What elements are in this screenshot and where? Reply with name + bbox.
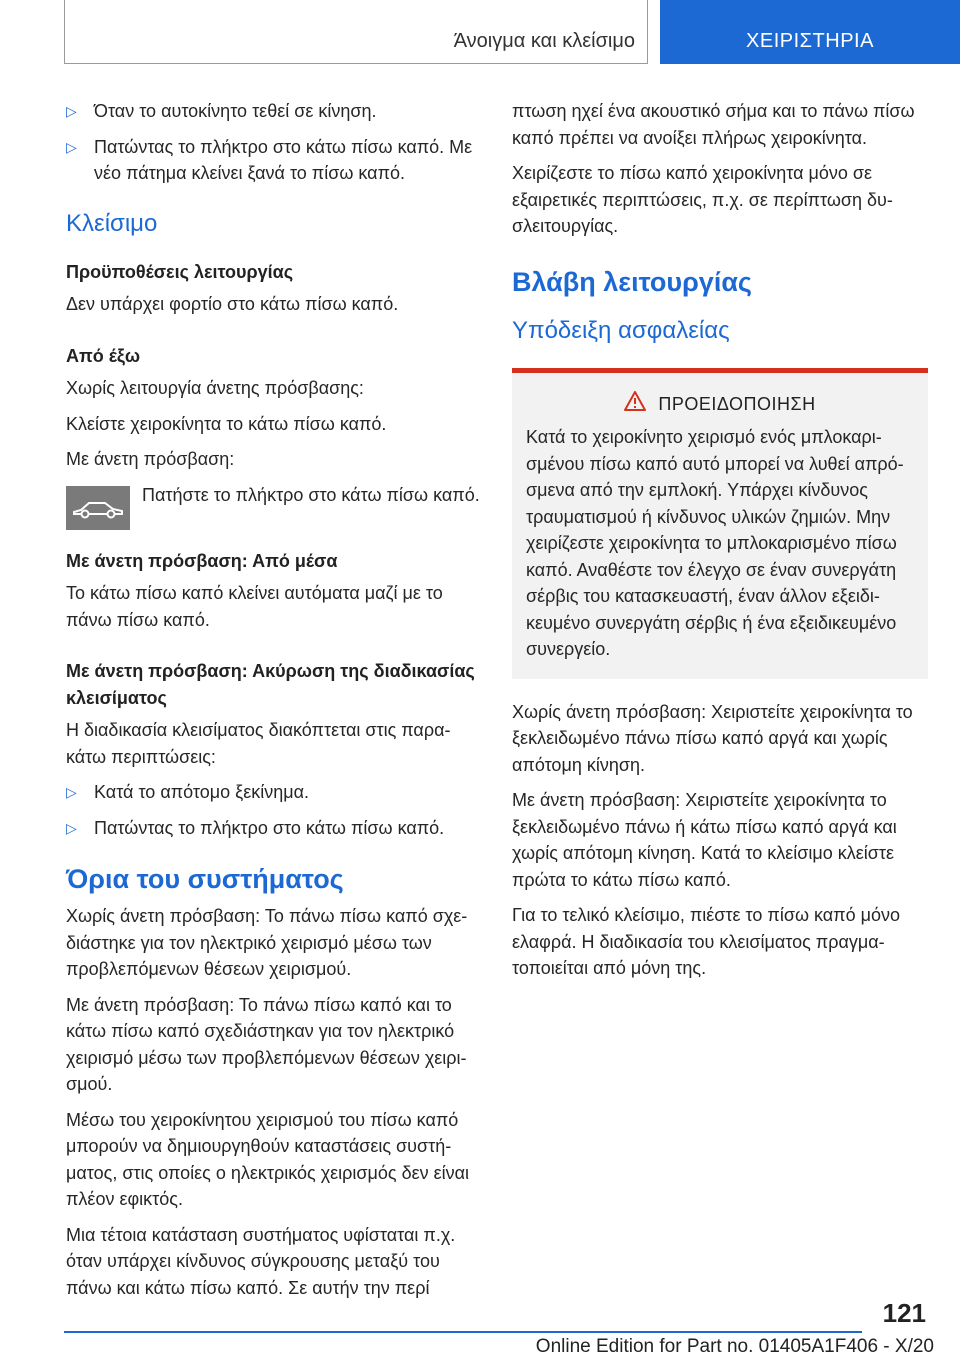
outside-text-2: Κλείστε χειροκίνητα το κάτω πίσω καπό. — [66, 413, 387, 434]
triangle-right-icon: ▷ — [66, 819, 77, 836]
icon-instruction — [66, 482, 480, 530]
list-item: ▷ Όταν το αυτοκίνητο τεθεί σε κίνηση. — [66, 98, 480, 125]
triangle-right-icon: ▷ — [66, 138, 77, 155]
right-text-3: Χωρίς άνετη πρόσβαση: Χειριστείτε χειροκίνητα το ξεκλειδωμένο πάνω πίσω καπό αργά και χωρίς απότομη κίνηση. — [512, 701, 913, 775]
right-column — [512, 98, 928, 991]
heading-from-inside: Με άνετη πρόσβαση: Από μέσα — [66, 550, 338, 571]
inside-text: Το κάτω πίσω καπό κλείνει αυτόματα μαζί με το πάνω πίσω καπό. — [66, 583, 443, 630]
warning-title: ΠΡΟΕΙΔΟΠΟΙΗΣΗ — [658, 394, 816, 414]
warning-text: Κατά το χειροκίνητο χειρισμό ενός μπλοκαρισμένου πίσω καπό αυτό μπορεί να λυθεί απρόσμενα από την εμπλοκή. Υπάρχει κίνδυνος τραυματισμού ή κίνδυνος υλικών ζημιών. Μην χειρίζεστε χειροκίνητα το μπλοκαρισμένο πίσω καπό. Αναθέστε τον έλεγχο σε έναν συνεργάτη σέρβις του κατασκευαστή, έναν άλλον εξειδικευμένο συνεργάτη σέρβις ή ένα εξειδικευμένο συνεργείο. — [526, 427, 904, 659]
header-title-box — [64, 0, 648, 64]
list-item: ▷ Κατά το απότομο ξεκίνημα. — [66, 779, 480, 806]
warning-header — [526, 391, 914, 419]
icon-instruction-text: Πατήστε το πλήκτρο στο κάτω πίσω καπό. — [142, 484, 480, 505]
warning-box — [512, 368, 928, 679]
header-section: ΧΕΙΡΙΣΤΗΡΙΑ — [746, 30, 874, 52]
outside-text-1: Χωρίς λειτουργία άνετης πρόσβασης: — [66, 378, 364, 398]
triangle-right-icon: ▷ — [66, 784, 77, 800]
page-number: 121 — [882, 1298, 926, 1328]
outside-text-3: Με άνετη πρόσβαση: — [66, 449, 235, 469]
right-text-2: Χειρίζεστε το πίσω καπό χειροκίνητα μόνο σε εξαιρετικές περιπτώσεις, π.χ. σε περίπτωση δυσλειτουργίας. — [512, 163, 893, 236]
limits-text-2: Με άνετη πρόσβαση: Το πάνω πίσω καπό και το κάτω πίσω καπό σχεδιάστηκαν για τον ηλεκτρικό χειρισμό μέσω των προβλεπόμενων θέσεων χειρισμού. — [66, 994, 467, 1094]
triangle-right-icon: ▷ — [66, 103, 77, 119]
header-section-tab — [660, 0, 960, 64]
heading-closing: Κλείσιμο — [66, 209, 158, 237]
heading-system-limits: Όρια του συστήματος — [66, 864, 344, 894]
heading-malfunction: Βλάβη λειτουργίας — [512, 266, 752, 297]
limits-text-4: Μια τέτοια κατάσταση συστήματος υφίσταται π.χ. όταν υπάρχει κίνδυνος σύγκρουσης μεταξύ του πάνω και κάτω πίσω καπό. Σε αυτήν την περί — [66, 1224, 456, 1298]
left-column — [66, 98, 480, 1310]
right-text-4: Με άνετη πρόσβαση: Χειριστείτε χειροκίνητα το ξεκλειδωμένο πάνω ή κάτω πίσω καπό αργά και χωρίς απότομη κίνηση. Κατά το κλείσιμο κλείστε πρώτα το κάτω πίσω καπό. — [512, 790, 897, 890]
cancel-text: Η διαδικασία κλεισίματος διακόπτεται στις παρακάτω περιπτώσεις: — [66, 720, 451, 767]
car-icon — [66, 486, 130, 530]
limits-text-1: Χωρίς άνετη πρόσβαση: Το πάνω πίσω καπό σχεδιάστηκε για τον ηλεκτρικό χειρισμό μέσω των προβλεπόμενων θέσεων χειρισμού. — [66, 906, 468, 979]
warning-triangle-icon — [624, 391, 646, 419]
prereq-text: Δεν υπάρχει φορτίο στο κάτω πίσω καπό. — [66, 294, 399, 314]
heading-from-outside: Από έξω — [66, 345, 141, 366]
footer-edition: Online Edition for Part no. 01405A1F406 - X/20 — [535, 1336, 934, 1357]
footer-divider — [64, 1331, 862, 1333]
limits-text-3: Μέσω του χειροκίνητου χειρισμού του πίσω καπό μπορούν να δημιουργηθούν καταστάσεις συστήματος, στις οποίες ο ηλεκτρικός χειρισμός δεν είναι πλέον εφικτός. — [66, 1109, 470, 1209]
list-item: ▷ Πατώντας το πλήκτρο στο κάτω πίσω καπό. Με νέο πάτημα κλείνει ξανά το πίσω καπό. — [66, 134, 480, 187]
list-item: ▷ Πατώντας το πλήκτρο στο κάτω πίσω καπό. — [66, 815, 480, 842]
heading-cancel-closing: Με άνετη πρόσβαση: Ακύρωση της διαδικασίας κλεισίματος — [66, 661, 475, 708]
heading-safety-note: Υπόδειξη ασφαλείας — [512, 316, 730, 344]
right-text-5: Για το τελικό κλείσιμο, πιέστε το πίσω καπό μόνο ελαφρά. Η διαδικασία του κλεισίματος πραγματοποιείται από μόνη της. — [512, 905, 901, 978]
heading-prerequisites: Προϋποθέσεις λειτουργίας — [66, 261, 294, 282]
right-text-1: πτωση ηχεί ένα ακουστικό σήμα και το πάνω πίσω καπό πρέπει να ανοίξει πλήρως χειροκίνητα. — [512, 101, 915, 148]
header-title: Άνοιγμα και κλείσιμο — [453, 30, 635, 52]
